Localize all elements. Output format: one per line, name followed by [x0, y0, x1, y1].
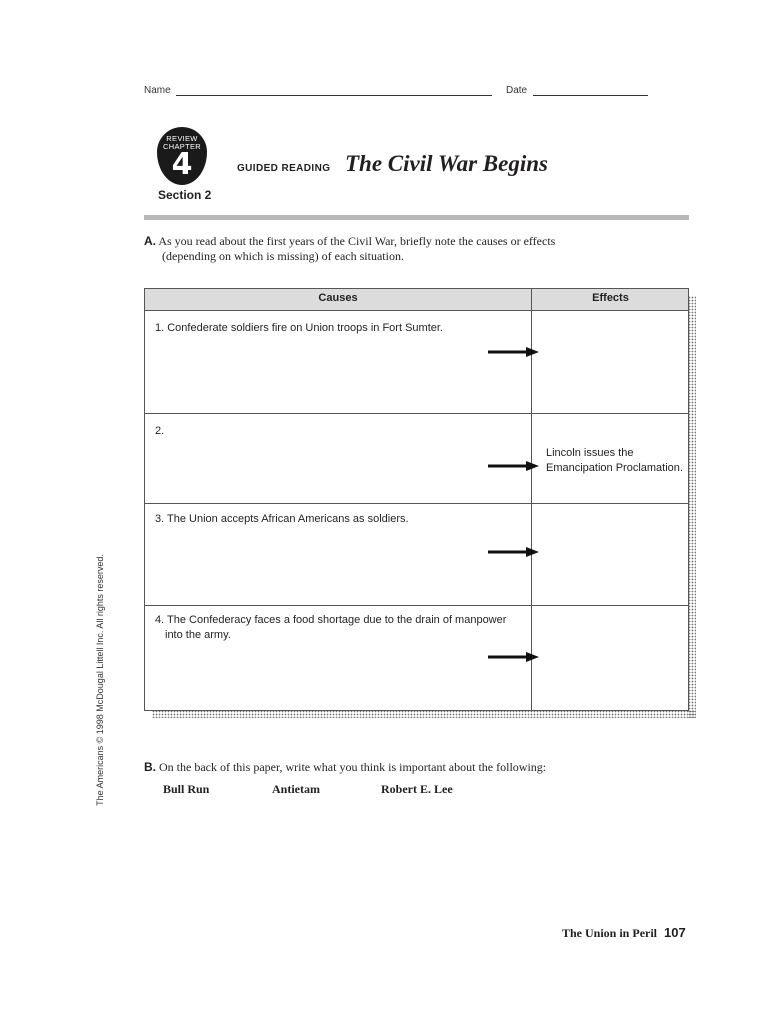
table-shadow-bottom — [152, 710, 696, 718]
row-divider-2 — [144, 503, 689, 504]
chapter-badge — [157, 127, 207, 185]
part-a-letter: A. — [144, 234, 156, 248]
title-divider — [144, 215, 689, 220]
guided-reading-label: GUIDED READING — [237, 163, 331, 174]
date-field-line[interactable] — [533, 95, 648, 96]
part-a-instructions: A. As you read about the first years of the Civil War, briefly note the causes or effects — [144, 234, 556, 248]
cause-cell-1: 1. Confederate soldiers fire on Union troops in Fort Sumter. — [155, 322, 443, 334]
page-title: The Civil War Begins — [345, 151, 548, 176]
arrow-icon — [488, 345, 540, 359]
topic-robert-e-lee: Robert E. Lee — [381, 782, 453, 796]
effect-cell-4[interactable] — [546, 613, 684, 705]
cause-cell-2-answer[interactable] — [170, 424, 470, 498]
arrow-icon — [488, 545, 540, 559]
topic-bull-run: Bull Run — [163, 782, 210, 796]
table-shadow-right — [688, 296, 696, 718]
effects-header: Effects — [592, 292, 629, 304]
copyright-notice: The Americans © 1998 McDougal Littell Inc. All rights reserved. — [95, 554, 105, 806]
causes-header: Causes — [318, 292, 358, 304]
effect-cell-3[interactable] — [546, 512, 684, 600]
section-label: Section 2 — [158, 188, 212, 202]
footer-unit-title: The Union in Peril — [562, 926, 658, 940]
page-number: 107 — [664, 925, 686, 940]
arrow-icon — [488, 650, 540, 664]
chapter-number: 4 — [171, 147, 193, 182]
effect-cell-2: Lincoln issues the Emancipation Proclamation. — [546, 447, 683, 474]
row-divider-3 — [144, 605, 689, 606]
arrow-icon — [488, 459, 540, 473]
name-label: Name — [144, 85, 171, 96]
effect-cell-1[interactable] — [546, 321, 684, 409]
part-a-instructions-line2: (depending on which is missing) of each situation. — [162, 249, 404, 263]
date-label: Date — [506, 85, 528, 96]
topic-antietam: Antietam — [272, 782, 320, 796]
part-b-instructions: B. On the back of this paper, write what you think is important about the following: — [144, 760, 547, 774]
cause-cell-3: 3. The Union accepts African Americans as soldiers. — [155, 513, 409, 525]
cause-cell-2-label: 2. — [155, 425, 165, 437]
badge-review-label: REVIEW CHAPTER — [163, 134, 201, 151]
cause-cell-4: 4. The Confederacy faces a food shortage due to the drain of manpower into the army. — [155, 614, 507, 641]
row-divider-1 — [144, 413, 689, 414]
name-field-line[interactable] — [176, 95, 492, 96]
part-b-letter: B. — [144, 760, 156, 774]
